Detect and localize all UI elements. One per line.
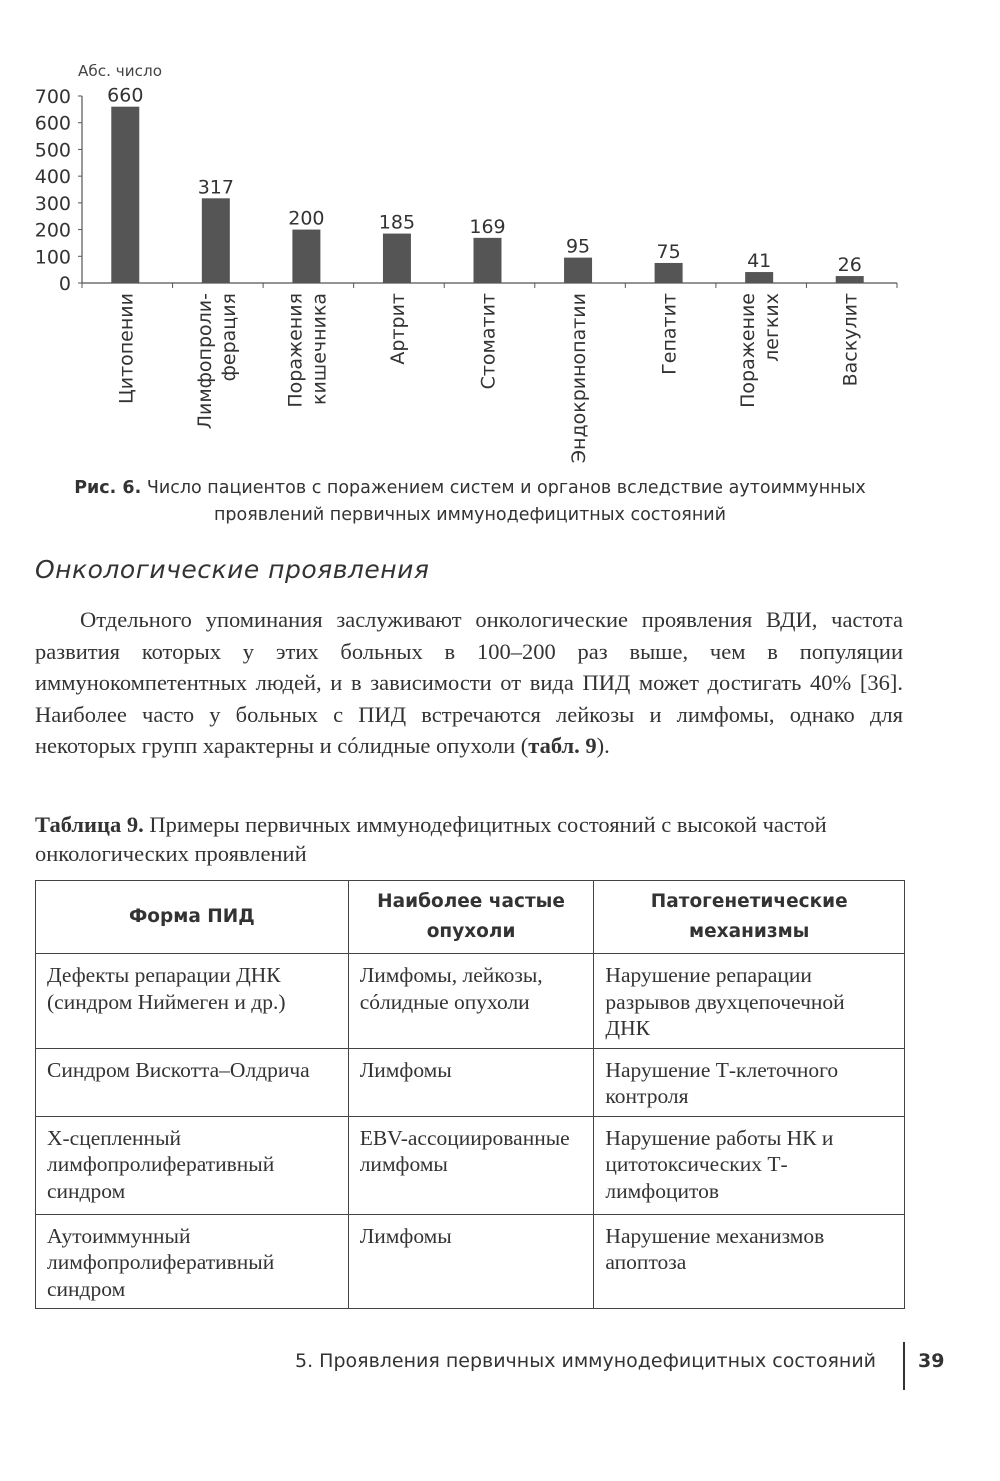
- x-tick-label: Артрит: [386, 293, 409, 365]
- table-cell: Нарушение Т-клеточного контроля: [594, 1048, 905, 1116]
- table-header-row: [36, 881, 905, 954]
- table-reference: табл. 9: [528, 733, 597, 759]
- column-header: Форма ПИД: [36, 881, 349, 954]
- table-cell: EBV-ассоциированные лимфомы: [348, 1116, 594, 1214]
- table-cell: Синдром Вискотта–Олдрича: [36, 1048, 349, 1116]
- y-tick-label: 400: [34, 166, 71, 189]
- x-tick-label: Поражение: [737, 293, 760, 408]
- table-cell: Лимфомы, лейкозы, сóлидные опухоли: [348, 954, 594, 1049]
- data-label: 75: [656, 240, 681, 263]
- y-axis-label: Абс. число: [78, 62, 162, 80]
- table-cell: Лимфомы: [348, 1214, 594, 1309]
- x-tick-label: Гепатит: [658, 293, 681, 375]
- table-title-text: Примеры первичных иммунодефицитных состояний с высокой частой онкологических проявлений: [35, 812, 827, 866]
- bar: [745, 272, 773, 283]
- figure-caption-text: Число пациентов с поражением систем и органов вследствие аутоиммунных проявлений первичных иммунодефицитных состояний: [146, 478, 866, 525]
- y-tick-label: 100: [34, 246, 71, 269]
- x-tick-label: Эндокринопатии: [568, 293, 591, 464]
- table-row: [36, 1048, 905, 1116]
- figure-label: Рис. 6.: [74, 478, 142, 498]
- bar: [564, 258, 592, 283]
- bar: [202, 198, 230, 283]
- bar: [111, 107, 139, 283]
- data-label: 185: [378, 211, 416, 234]
- bar: [474, 238, 502, 283]
- x-tick-label: Васкулит: [839, 293, 862, 387]
- table-cell: Лимфомы: [348, 1048, 594, 1116]
- x-tick-label: Цитопении: [115, 293, 138, 405]
- table-cell: Х-сцепленный лимфопролиферативный синдром: [36, 1116, 349, 1214]
- paragraph-text: Отдельного упоминания заслуживают онкологические проявления ВДИ, частота развития которых у этих больных в 100–200 раз выше, чем в популяции иммунокомпетентных людей, и в зависимости от вида ПИД может достигать 40% [36]. Наиболее часто у больных с ПИД встречаются лейкозы и лимфомы, однако для некоторых групп характерны и сóлидные опухоли (: [35, 607, 903, 759]
- x-tick-label: ферация: [217, 293, 240, 382]
- y-tick-label: 700: [34, 86, 71, 108]
- y-tick-label: 500: [34, 139, 71, 162]
- data-label: 169: [469, 215, 506, 238]
- table-cell: Нарушение механизмов апоптоза: [594, 1214, 905, 1309]
- column-header: Наиболее частые опухоли: [348, 881, 594, 954]
- table-cell: Дефекты репарации ДНК (синдром Ниймеген и др.): [36, 954, 349, 1049]
- section-heading: Онкологические проявления: [35, 555, 430, 584]
- column-header: Патогенетические механизмы: [594, 881, 905, 954]
- table-cell: Нарушение репарации разрывов двухцепочечной ДНК: [594, 954, 905, 1049]
- figure-caption: [35, 475, 905, 529]
- footer-divider: [903, 1342, 905, 1390]
- y-tick-label: 300: [34, 192, 71, 215]
- y-tick-label: 600: [34, 112, 71, 135]
- x-tick-label: Поражения: [284, 293, 307, 408]
- running-footer: 5. Проявления первичных иммунодефицитных состояний: [295, 1350, 877, 1372]
- bar-chart: [0, 50, 1000, 470]
- bar: [292, 230, 320, 283]
- data-label: 41: [747, 250, 772, 273]
- table-cell: Нарушение работы НК и цитотоксических Т-лимфоцитов: [594, 1116, 905, 1214]
- data-label: 317: [197, 176, 234, 199]
- table-row: [36, 1116, 905, 1214]
- x-tick-label: легких: [761, 293, 784, 362]
- y-tick-label: 0: [58, 273, 71, 295]
- x-tick-label: Стоматит: [477, 293, 500, 390]
- table-title: [35, 810, 905, 868]
- table-cell: Аутоиммунный лимфопролиферативный синдром: [36, 1214, 349, 1309]
- data-label: 660: [107, 84, 144, 107]
- data-label: 200: [288, 207, 325, 230]
- table-row: [36, 954, 905, 1049]
- bar: [836, 276, 864, 283]
- y-tick-label: 200: [34, 219, 71, 242]
- paragraph-text-end: ).: [596, 733, 610, 759]
- page-number: 39: [918, 1350, 945, 1372]
- data-label: 95: [565, 235, 591, 258]
- body-paragraph: [35, 604, 903, 762]
- bar: [655, 263, 683, 283]
- data-label: 26: [837, 254, 862, 277]
- bar: [383, 234, 411, 283]
- x-tick-label: кишечника: [308, 293, 331, 406]
- x-tick-label: Лимфопроли-: [193, 293, 216, 430]
- table-label: Таблица 9.: [35, 812, 144, 837]
- table-row: [36, 1214, 905, 1309]
- data-table: [35, 880, 905, 1309]
